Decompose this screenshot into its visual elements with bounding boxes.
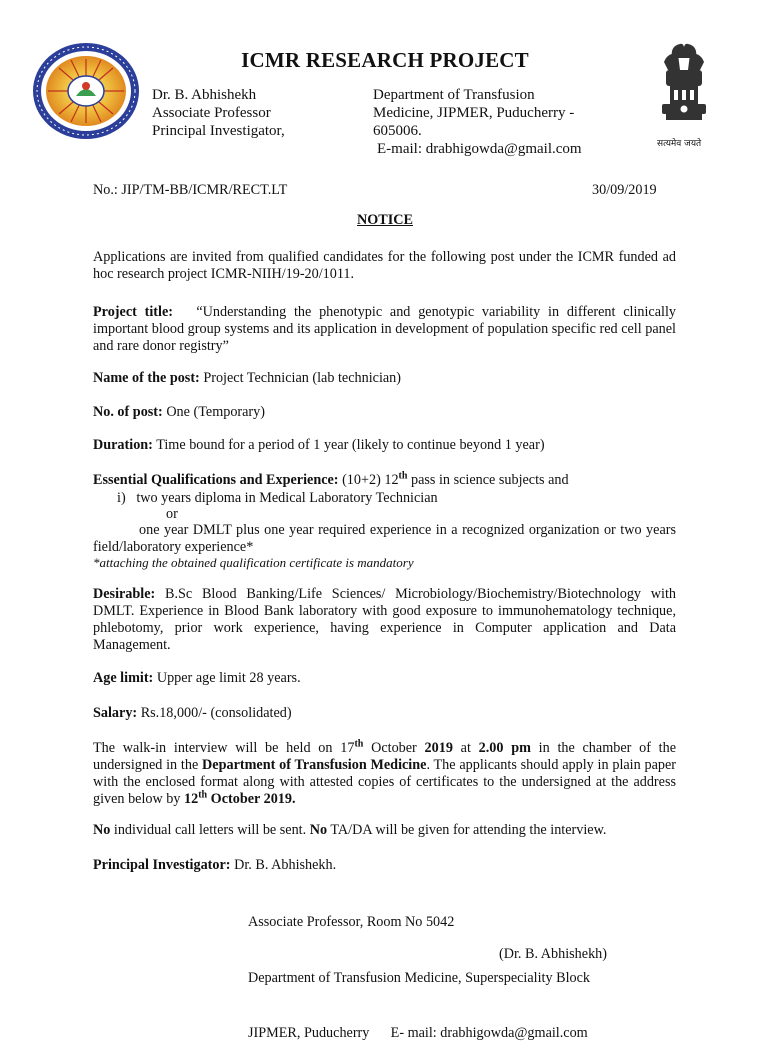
dept-line-3: 605006. — [373, 123, 422, 139]
qualification-alt-text: one year DMLT plus one year required experience in a recognized organization or two years field/laboratory experience* — [93, 522, 676, 555]
post-count-line — [93, 404, 265, 421]
calls-text-1: individual call letters will be sent. — [110, 822, 310, 838]
interview-deadline: October 2019. — [207, 791, 296, 807]
post-name-label: Name of the post: — [93, 370, 200, 386]
pi-role: Principal Investigator, — [152, 123, 285, 139]
duration-line — [93, 437, 545, 454]
pi-header-block — [152, 86, 285, 140]
emblem-motto: सत्यमेव जयते — [657, 139, 702, 149]
footer-line-1: Associate Professor, Room No 5042 — [248, 914, 455, 930]
project-title-label: Project title: — [93, 304, 173, 320]
interview-text-3: at — [452, 740, 479, 756]
salary-line — [93, 705, 292, 722]
interview-paragraph — [93, 740, 676, 808]
interview-text-5: . The applicants should apply in plain paper with the enclosed format along with attested copies of certificates to the undersigned at the address given below by — [93, 757, 676, 807]
qualification-line — [93, 472, 569, 489]
qualification-pre: (10+2) 12 — [342, 472, 399, 488]
department-header-block — [373, 86, 582, 158]
pi-designation: Associate Professor — [152, 105, 271, 121]
interview-year: 2019 — [424, 740, 453, 756]
qualification-item-text: two years diploma in Medical Laboratory Technician — [136, 490, 438, 506]
age-limit-line — [93, 670, 301, 687]
age-limit-label: Age limit: — [93, 670, 154, 686]
interview-time: 2.00 pm — [478, 740, 531, 756]
footer-line-3: JIPMER, Puducherry E- mail: drabhigowda@gmail.com — [248, 1025, 588, 1041]
qualification-label: Essential Qualifications and Experience: — [93, 472, 339, 488]
project-title-text: “Understanding the phenotypic and genotypic variability in different clinically important blood group systems and its application in development of population specific red cell panel and rare donor registry” — [93, 304, 676, 354]
post-name-value: Project Technician (lab technician) — [203, 370, 402, 386]
interview-sup-2: th — [198, 789, 208, 801]
notice-heading: NOTICE — [357, 212, 413, 228]
interview-deadline-day: 12 — [184, 791, 199, 807]
notice-date: 30/09/2019 — [592, 182, 657, 198]
page-title: ICMR RESEARCH PROJECT — [241, 48, 529, 72]
desirable-paragraph — [93, 586, 676, 654]
duration-value: Time bound for a period of 1 year (likely to continue beyond 1 year) — [156, 437, 545, 453]
calls-text-2: TA/DA will be given for attending the interview. — [327, 822, 607, 838]
interview-department: Department of Transfusion Medicine — [202, 757, 427, 773]
desirable-label: Desirable: — [93, 586, 156, 602]
dept-line-2: Medicine, JIPMER, Puducherry - — [373, 105, 575, 121]
interview-text-2: October — [363, 740, 425, 756]
footer-address-block — [248, 876, 590, 1061]
salary-label: Salary: — [93, 705, 138, 721]
header-email: E-mail: drabhigowda@gmail.com — [377, 141, 582, 157]
call-letters-line — [93, 822, 606, 839]
footer-line-2: Department of Transfusion Medicine, Superspeciality Block — [248, 969, 591, 986]
post-count-value: One (Temporary) — [166, 404, 265, 420]
interview-text-4: in the chamber of the undersigned in the — [93, 740, 676, 773]
qualification-item-1 — [117, 490, 438, 507]
desirable-text: B.Sc Blood Banking/Life Sciences/ Microbiology/Biochemistry/Biotechnology with DMLT. Experience in Blood Bank laboratory with good exposure to immunohematology technique, phlebotomy, prior work experience, having experience in Computer application and Data Management. — [93, 586, 676, 653]
footer-pi-label: Principal Investigator: — [93, 857, 231, 873]
post-name-line — [93, 370, 401, 387]
intro-paragraph: Applications are invited from qualified candidates for the following post under the ICMR funded ad hoc research project ICMR-NIIH/19-20/1011. — [93, 249, 676, 282]
reference-number: No.: JIP/TM-BB/ICMR/RECT.LT — [93, 182, 288, 198]
calls-no-2: No — [309, 822, 328, 838]
qualification-post: pass in science subjects and — [407, 472, 569, 488]
footer-pi-line — [93, 857, 336, 874]
interview-sup-1: th — [354, 738, 364, 750]
interview-text-1: The walk-in interview will be held on 17 — [93, 740, 355, 756]
signature-name: (Dr. B. Abhishekh) — [499, 946, 607, 962]
salary-value: Rs.18,000/- (consolidated) — [140, 705, 292, 721]
qualification-or: or — [166, 506, 178, 522]
calls-no-1: No — [93, 822, 111, 838]
project-title-paragraph — [93, 304, 676, 355]
post-count-label: No. of post: — [93, 404, 163, 420]
dept-line-1: Department of Transfusion — [373, 87, 535, 103]
qualification-item-marker: i) — [117, 490, 126, 506]
age-limit-value: Upper age limit 28 years. — [156, 670, 301, 686]
pi-name: Dr. B. Abhishekh — [152, 87, 257, 103]
qualification-sup: th — [398, 470, 408, 482]
qualification-note: *attaching the obtained qualification certificate is mandatory — [93, 555, 414, 570]
footer-pi-name: Dr. B. Abhishekh. — [234, 857, 337, 873]
duration-label: Duration: — [93, 437, 153, 453]
